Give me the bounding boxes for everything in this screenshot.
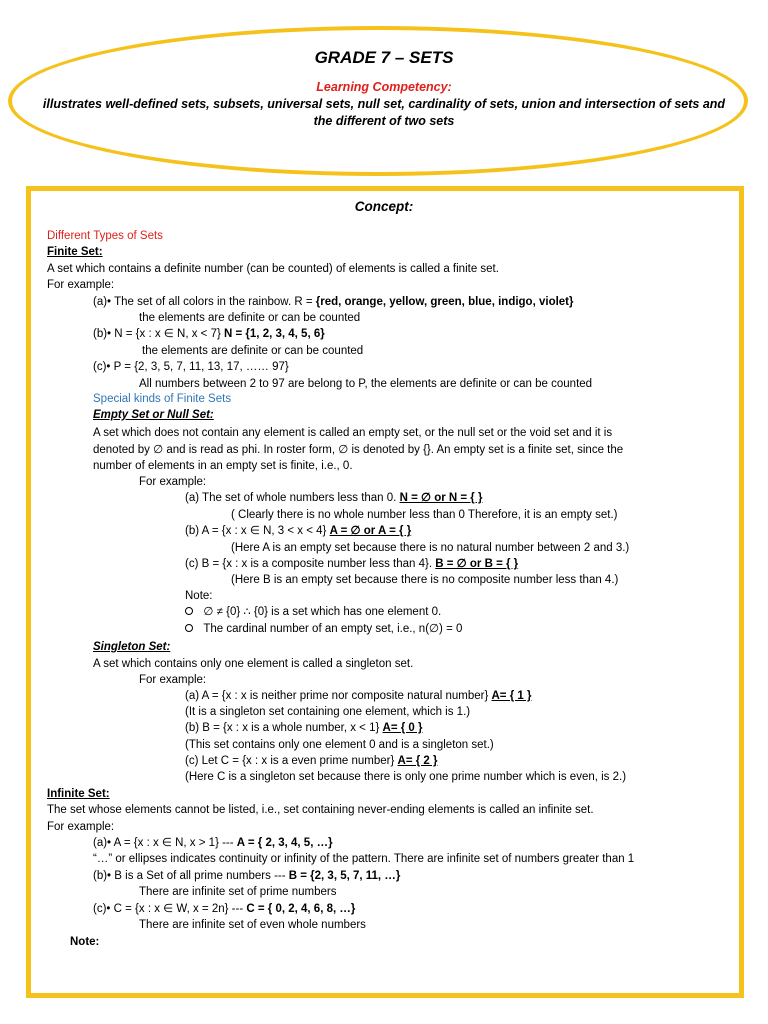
circle-bullet-icon bbox=[185, 624, 193, 632]
empty-example-b-note: (Here A is an empty set because there is no natural number between 2 and 3.) bbox=[231, 542, 630, 554]
empty-example-a: (a) The set of whole numbers less than 0. N = ∅ or N = { } bbox=[185, 492, 483, 504]
finite-heading: Finite Set: bbox=[47, 246, 103, 258]
singleton-example-a: (a) A = {x : x is neither prime nor composite natural number} A= { 1 } bbox=[185, 690, 532, 702]
singleton-example-b-note: (This set contains only one element 0 and is a singleton set.) bbox=[185, 739, 494, 751]
singleton-example-c: (c) Let C = {x : x is a even prime number} A= { 2 } bbox=[185, 755, 438, 767]
empty-for-example: For example: bbox=[139, 476, 207, 488]
empty-def-3: number of elements in an empty set is finite, i.e., 0. bbox=[93, 460, 353, 472]
infinite-example-c: (c)• C = {x : x ∈ W, x = 2n} --- C = { 0, 2, 4, 6, 8, …} bbox=[93, 903, 356, 915]
empty-example-b: (b) A = {x : x ∈ N, 3 < x < 4} A = ∅ or A = { } bbox=[185, 525, 412, 537]
infinite-definition: The set whose elements cannot be listed, i.e., set containing never-ending elements is called an infinite set. bbox=[47, 804, 594, 816]
finite-example-c-note: All numbers between 2 to 97 are belong to P, the elements are definite or can be counted bbox=[139, 378, 593, 390]
singleton-definition: A set which contains only one element is called a singleton set. bbox=[93, 658, 414, 670]
circle-bullet-icon bbox=[185, 607, 193, 615]
special-heading: Special kinds of Finite Sets bbox=[93, 393, 232, 405]
empty-note-2: The cardinal number of an empty set, i.e., n(∅) = 0 bbox=[185, 622, 462, 636]
singleton-heading: Singleton Set: bbox=[93, 641, 171, 653]
finite-example-b: (b)• N = {x : x ∈ N, x < 7} N = {1, 2, 3, 4, 5, 6} bbox=[93, 328, 325, 340]
singleton-example-b: (b) B = {x : x is a whole number, x < 1} A= { 0 } bbox=[185, 722, 423, 734]
finite-example-b-note: the elements are definite or can be counted bbox=[142, 345, 364, 357]
infinite-note-label: Note: bbox=[70, 936, 100, 948]
empty-def-2: denoted by ∅ and is read as phi. In roster form, ∅ is denoted by {}. An empty set is a finite set, since the bbox=[93, 444, 624, 456]
page-title: GRADE 7 – SETS bbox=[314, 48, 454, 67]
competency-text: illustrates well-defined sets, subsets, universal sets, null set, cardinality of sets, union and intersection of sets and the different of two sets bbox=[42, 97, 726, 128]
infinite-example-b-note: There are infinite set of prime numbers bbox=[139, 886, 337, 898]
empty-note-label: Note: bbox=[185, 590, 213, 602]
infinite-example-a-note: “…” or ellipses indicates continuity or infinity of the pattern. There are infinite set of numbers greater than 1 bbox=[93, 853, 635, 865]
concept-title: Concept: bbox=[354, 199, 414, 214]
singleton-example-a-note: (It is a singleton set containing one element, which is 1.) bbox=[185, 706, 471, 718]
empty-note-1: ∅ ≠ {0} ∴ {0} is a set which has one element 0. bbox=[185, 605, 441, 619]
infinite-example-a: (a)• A = {x : x ∈ N, x > 1} --- A = { 2, 3, 4, 5, …} bbox=[93, 837, 333, 849]
finite-definition: A set which contains a definite number (can be counted) of elements is called a finite set. bbox=[47, 263, 499, 275]
empty-heading: Empty Set or Null Set: bbox=[93, 409, 214, 421]
empty-def-1: A set which does not contain any element is called an empty set, or the null set or the void set and it is bbox=[93, 427, 613, 439]
empty-example-c-note: (Here B is an empty set because there is no composite number less than 4.) bbox=[231, 574, 619, 586]
finite-example-a-note: the elements are definite or can be counted bbox=[139, 312, 361, 324]
finite-example-a: (a)• The set of all colors in the rainbow. R = {red, orange, yellow, green, blue, indigo, violet} bbox=[93, 296, 574, 308]
infinite-example-b: (b)• B is a Set of all prime numbers --- B = {2, 3, 5, 7, 11, …} bbox=[93, 870, 401, 882]
singleton-example-c-note: (Here C is a singleton set because there is only one prime number which is even, is 2.) bbox=[185, 771, 627, 783]
types-heading: Different Types of Sets bbox=[47, 230, 163, 242]
empty-example-a-note: ( Clearly there is no whole number less than 0 Therefore, it is an empty set.) bbox=[231, 509, 618, 521]
competency-label: Learning Competency: bbox=[316, 80, 452, 94]
infinite-example-c-note: There are infinite set of even whole numbers bbox=[139, 919, 366, 931]
finite-for-example: For example: bbox=[47, 279, 115, 291]
empty-example-c: (c) B = {x : x is a composite number less than 4}. B = ∅ or B = { } bbox=[185, 558, 519, 570]
infinite-for-example: For example: bbox=[47, 821, 115, 833]
finite-example-c: (c)• P = {2, 3, 5, 7, 11, 13, 17, …… 97} bbox=[93, 361, 289, 373]
singleton-for-example: For example: bbox=[139, 674, 207, 686]
infinite-heading: Infinite Set: bbox=[47, 788, 110, 800]
